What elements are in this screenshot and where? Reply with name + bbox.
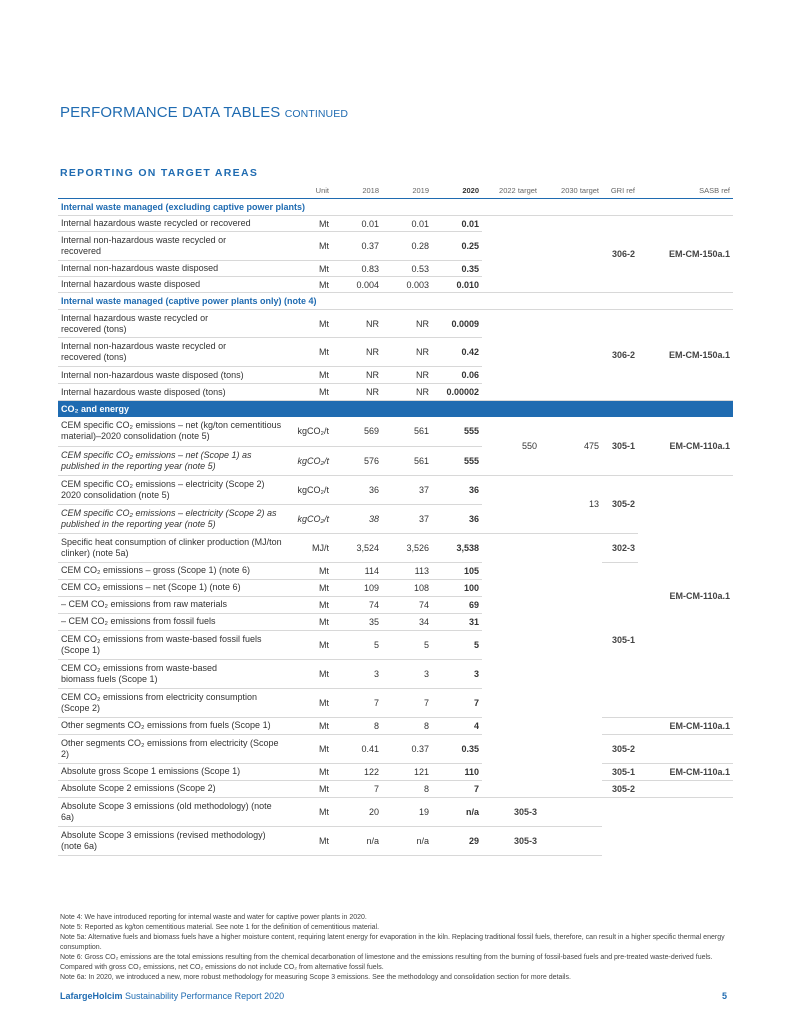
row-2020: 3,538: [432, 533, 482, 562]
row-2020: 0.06: [432, 367, 482, 384]
row-2018: 0.37: [332, 232, 382, 261]
footnotes: [60, 913, 736, 983]
row-unit: Mt: [290, 780, 332, 797]
row-unit: Mt: [290, 763, 332, 780]
row-2019: 19: [382, 797, 432, 826]
table-row: [58, 763, 733, 780]
row-2020: 7: [432, 780, 482, 797]
row-2018: NR: [332, 338, 382, 367]
row-unit: Mt: [290, 384, 332, 401]
row-label: Internal hazardous waste recycled or recovered (tons): [58, 310, 290, 338]
row-2020: 110: [432, 763, 482, 780]
sasb-ref: EM-CM-110a.1: [638, 475, 733, 717]
row-label: Internal non-hazardous waste disposed (tons): [58, 367, 290, 384]
row-unit: Mt: [290, 734, 332, 763]
row-label: CEM CO₂ emissions from electricity consumption (Scope 2): [58, 688, 290, 717]
table-row: [58, 734, 733, 763]
row-unit: kgCO₂/t: [290, 417, 332, 446]
row-2020: 0.010: [432, 277, 482, 293]
row-label: Other segments CO₂ emissions from electricity (Scope 2): [58, 734, 290, 763]
table-row: [58, 533, 733, 562]
row-2020: 0.35: [432, 734, 482, 763]
row-label: Specific heat consumption of clinker production (MJ/ton clinker) (note 5a): [58, 533, 290, 562]
section-header: [58, 293, 733, 310]
row-2018: 8: [332, 717, 382, 734]
page-title-suffix: CONTINUED: [284, 108, 349, 120]
row-2018: n/a: [332, 826, 382, 855]
row-2019: NR: [382, 367, 432, 384]
row-2020: 0.0009: [432, 310, 482, 338]
gri-ref: 305-2: [602, 475, 638, 533]
row-2018: 3: [332, 659, 382, 688]
row-2020: 36: [432, 504, 482, 533]
page-number: 5: [722, 991, 728, 1001]
row-unit: Mt: [290, 277, 332, 293]
col-2030-target: 2030 target: [561, 185, 599, 195]
row-unit: kgCO₂/t: [290, 475, 332, 504]
section-header: [58, 199, 733, 216]
row-2019: 3,526: [382, 533, 432, 562]
gri-ref: 306-2: [602, 216, 638, 293]
row-2020: 7: [432, 688, 482, 717]
row-2020: 555: [432, 417, 482, 446]
row-2020: 0.25: [432, 232, 482, 261]
col-gri-ref: GRI ref: [610, 185, 635, 195]
row-unit: Mt: [290, 659, 332, 688]
table-row: [58, 780, 733, 797]
row-2020: 100: [432, 579, 482, 596]
row-2018: NR: [332, 310, 382, 338]
table-row: [58, 797, 733, 826]
gri-ref: 302-3: [602, 533, 638, 562]
row-label: Internal non-hazardous waste recycled or recovered (tons): [58, 338, 290, 367]
row-unit: kgCO₂/t: [290, 446, 332, 475]
row-2019: NR: [382, 384, 432, 401]
col-sasb-ref: SASB ref: [699, 185, 730, 195]
row-2019: 0.003: [382, 277, 432, 293]
row-2018: 0.004: [332, 277, 382, 293]
gri-ref: 305-3: [482, 826, 540, 855]
page-title-text: PERFORMANCE DATA TABLES: [60, 104, 281, 121]
row-2019: 108: [382, 579, 432, 596]
gri-ref: 305-2: [602, 780, 638, 797]
sasb-ref: EM-CM-110a.1: [638, 763, 733, 780]
table-row: [58, 475, 733, 504]
row-2018: 0.83: [332, 261, 382, 277]
row-unit: Mt: [290, 717, 332, 734]
row-label: CEM CO₂ emissions from waste-based biomass fuels (Scope 1): [58, 659, 290, 688]
row-unit: MJ/t: [290, 533, 332, 562]
row-label: CEM specific CO₂ emissions – net (kg/ton cementitious material)–2020 consolidation (note 5): [58, 417, 290, 446]
row-label: CEM specific CO₂ emissions – electricity (Scope 2) 2020 consolidation (note 5): [58, 475, 290, 504]
row-2018: 576: [332, 446, 382, 475]
section-header-label: Internal waste managed (excluding captive power plants): [58, 199, 733, 216]
row-unit: Mt: [290, 579, 332, 596]
gri-ref: 305-3: [482, 797, 540, 826]
row-2020: n/a: [432, 797, 482, 826]
table-row: [58, 417, 733, 446]
row-label: Internal non-hazardous waste recycled or recovered: [58, 232, 290, 261]
row-2018: 109: [332, 579, 382, 596]
sasb-ref: EM-CM-110a.1: [638, 717, 733, 734]
row-label: Absolute Scope 3 emissions (old methodology) (note 6a): [58, 797, 290, 826]
row-label: Absolute gross Scope 1 emissions (Scope 1): [58, 763, 290, 780]
row-unit: Mt: [290, 630, 332, 659]
row-2019: 3: [382, 659, 432, 688]
gri-ref: 305-2: [602, 734, 638, 763]
target-2022: 550: [482, 417, 540, 475]
row-2018: 36: [332, 475, 382, 504]
row-2020: 0.01: [432, 216, 482, 232]
gri-ref: 305-1: [602, 562, 638, 717]
target-2030: 13: [540, 475, 602, 533]
row-2020: 0.00002: [432, 384, 482, 401]
row-2018: 74: [332, 596, 382, 613]
row-2018: 35: [332, 613, 382, 630]
row-2019: 37: [382, 504, 432, 533]
row-2019: 5: [382, 630, 432, 659]
row-unit: Mt: [290, 216, 332, 232]
col-2019: 2019: [412, 185, 429, 195]
row-label: Absolute Scope 3 emissions (revised methodology) (note 6a): [58, 826, 290, 855]
row-2018: 5: [332, 630, 382, 659]
row-label: CEM CO₂ emissions – gross (Scope 1) (note 6): [58, 562, 290, 579]
sasb-ref: EM-CM-150a.1: [638, 216, 733, 293]
row-label: CEM CO₂ emissions – net (Scope 1) (note 6): [58, 579, 290, 596]
row-label: Internal non-hazardous waste disposed: [58, 261, 290, 277]
row-2019: 0.37: [382, 734, 432, 763]
row-unit: Mt: [290, 596, 332, 613]
table-row: [58, 826, 733, 855]
row-2020: 555: [432, 446, 482, 475]
footer: [60, 991, 284, 1001]
row-2018: NR: [332, 384, 382, 401]
row-2018: 7: [332, 780, 382, 797]
row-2018: 0.41: [332, 734, 382, 763]
target-2030: 475: [540, 417, 602, 475]
sasb-ref: EM-CM-110a.1: [638, 417, 733, 475]
row-2020: 69: [432, 596, 482, 613]
gri-ref: 305-1: [602, 417, 638, 475]
row-2018: 0.01: [332, 216, 382, 232]
row-2019: NR: [382, 310, 432, 338]
section-header-label: CO₂ and energy: [58, 401, 733, 418]
row-2020: 36: [432, 475, 482, 504]
performance-table: [58, 182, 733, 856]
note-5a: Note 5a: Alternative fuels and biomass fuels have a higher moisture content, requiring latent energy for evaporation in the kiln. Replacing traditional fossil fuels, therefore, can result in a higher specific thermal energy consumption.: [60, 934, 725, 951]
row-2018: 3,524: [332, 533, 382, 562]
row-label: Other segments CO₂ emissions from fuels (Scope 1): [58, 717, 290, 734]
row-2019: 121: [382, 763, 432, 780]
row-unit: Mt: [290, 797, 332, 826]
col-unit: Unit: [315, 185, 329, 195]
row-2019: 8: [382, 717, 432, 734]
row-2019: 561: [382, 446, 432, 475]
row-2020: 4: [432, 717, 482, 734]
row-label: CEM specific CO₂ emissions – electricity (Scope 2) as published in the reporting year (note 5): [58, 504, 290, 533]
row-2019: 7: [382, 688, 432, 717]
row-2018: NR: [332, 367, 382, 384]
row-2020: 0.42: [432, 338, 482, 367]
row-2018: 569: [332, 417, 382, 446]
row-2019: 74: [382, 596, 432, 613]
row-label: – CEM CO₂ emissions from raw materials: [58, 596, 290, 613]
row-unit: Mt: [290, 826, 332, 855]
row-unit: Mt: [290, 613, 332, 630]
gri-ref: 306-2: [602, 310, 638, 401]
row-label: – CEM CO₂ emissions from fossil fuels: [58, 613, 290, 630]
row-2020: 31: [432, 613, 482, 630]
sasb-ref: EM-CM-150a.1: [638, 310, 733, 401]
row-unit: Mt: [290, 338, 332, 367]
note-6: Note 6: Gross CO₂ emissions are the total emissions resulting from the chemical decarbonation of limestone and the emissions resulting from the burning of fossil-based fuels and pre-treated waste-derived fuels. Compared with gross CO₂ emissions, net CO₂ emissions do not include CO₂ from alternative fossil fuels.: [60, 954, 713, 971]
row-2018: 114: [332, 562, 382, 579]
row-2019: 113: [382, 562, 432, 579]
row-label: Internal hazardous waste recycled or recovered: [58, 216, 290, 232]
table-header: [58, 182, 733, 199]
row-unit: kgCO₂/t: [290, 504, 332, 533]
row-2019: 0.28: [382, 232, 432, 261]
table-row: [58, 310, 733, 338]
row-unit: Mt: [290, 232, 332, 261]
col-2020: 2020: [462, 185, 479, 195]
table-row: [58, 562, 733, 579]
section-title: REPORTING ON TARGET AREAS: [60, 167, 259, 179]
row-2018: 38: [332, 504, 382, 533]
row-2018: 7: [332, 688, 382, 717]
page-title: [60, 104, 348, 121]
table-row: [58, 216, 733, 232]
section-header-label: Internal waste managed (captive power plants only) (note 4): [58, 293, 733, 310]
table-row: [58, 717, 733, 734]
footer-brand: LafargeHolcim: [60, 991, 123, 1001]
row-2020: 29: [432, 826, 482, 855]
row-2019: 0.53: [382, 261, 432, 277]
row-2018: 122: [332, 763, 382, 780]
note-6a: Note 6a: In 2020, we introduced a new, more robust methodology for measuring Scope 3 emissions. See the methodology and consolidation section for more details.: [60, 974, 571, 981]
row-unit: Mt: [290, 367, 332, 384]
row-2019: n/a: [382, 826, 432, 855]
row-2019: 34: [382, 613, 432, 630]
section-header-co2: [58, 401, 733, 418]
row-unit: Mt: [290, 261, 332, 277]
row-label: Absolute Scope 2 emissions (Scope 2): [58, 780, 290, 797]
row-unit: Mt: [290, 562, 332, 579]
note-4: Note 4: We have introduced reporting for internal waste and water for captive power plants in 2020.: [60, 914, 367, 921]
row-label: CEM specific CO₂ emissions – net (Scope 1) as published in the reporting year (note 5): [58, 446, 290, 475]
col-2022-target: 2022 target: [499, 185, 537, 195]
row-label: CEM CO₂ emissions from waste-based fossil fuels (Scope 1): [58, 630, 290, 659]
row-2018: 20: [332, 797, 382, 826]
row-2020: 105: [432, 562, 482, 579]
row-2019: 37: [382, 475, 432, 504]
row-2019: 0.01: [382, 216, 432, 232]
col-2018: 2018: [362, 185, 379, 195]
row-2019: 561: [382, 417, 432, 446]
row-2020: 3: [432, 659, 482, 688]
row-2019: NR: [382, 338, 432, 367]
footer-report: Sustainability Performance Report 2020: [125, 991, 285, 1001]
note-5: Note 5: Reported as kg/ton cementitious material. See note 1 for the definition of cementitious material.: [60, 924, 380, 931]
row-unit: Mt: [290, 688, 332, 717]
row-2020: 0.35: [432, 261, 482, 277]
row-label: Internal hazardous waste disposed (tons): [58, 384, 290, 401]
row-label: Internal hazardous waste disposed: [58, 277, 290, 293]
row-2019: 8: [382, 780, 432, 797]
gri-ref: 305-1: [602, 763, 638, 780]
row-2020: 5: [432, 630, 482, 659]
row-unit: Mt: [290, 310, 332, 338]
